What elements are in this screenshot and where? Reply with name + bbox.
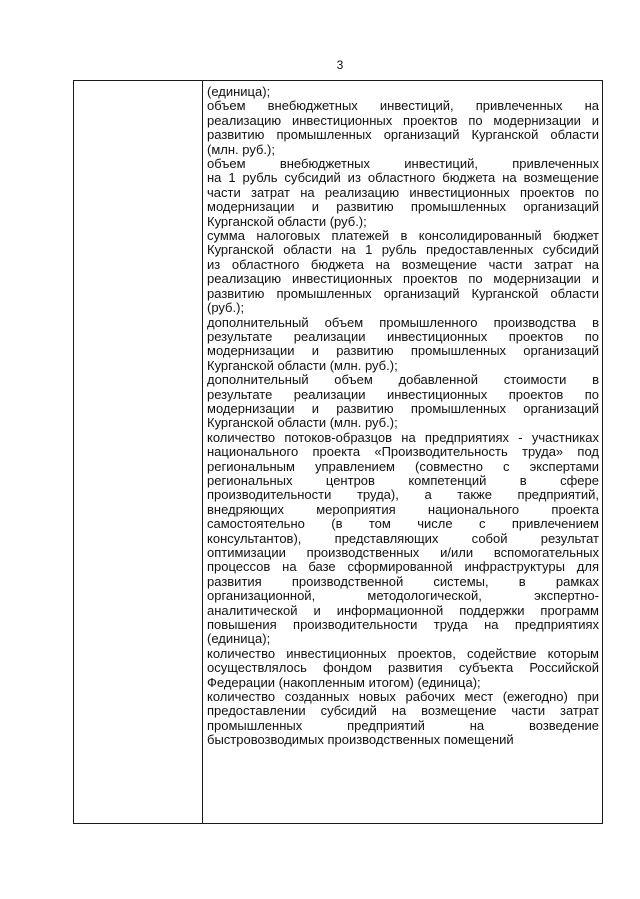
text-line: из областного бюджета на возмещение части затрат на xyxy=(207,256,599,272)
text-line: количество потоков-образцов на предприятиях - участниках xyxy=(207,429,599,445)
indicators-text-cell xyxy=(207,85,599,748)
text-line: осуществлялось фондом развития субъекта Российской xyxy=(207,660,599,676)
text-line: реализацию инвестиционных проектов по модернизации и xyxy=(207,271,599,287)
text-line: объем внебюджетных инвестиций, привлеченных на xyxy=(207,98,599,114)
page-number: 3 xyxy=(336,58,344,72)
text-line: на 1 рубль субсидий из областного бюджета на возмещение xyxy=(207,170,599,186)
indicator-paragraph xyxy=(207,229,599,315)
text-line: Курганской области (руб.); xyxy=(207,213,367,229)
text-line: промышленных предприятий на возведение xyxy=(207,717,599,733)
text-line: развитию промышленных организаций Курганской области xyxy=(207,127,599,143)
text-line: модернизации и развитию промышленных организаций xyxy=(207,343,599,359)
column-divider xyxy=(202,81,203,823)
text-line: сумма налоговых платежей в консолидированный бюджет xyxy=(207,228,599,244)
text-line: (млн. руб.); xyxy=(207,141,275,157)
indicator-paragraph xyxy=(207,431,599,647)
text-line: (единица); xyxy=(207,631,271,647)
text-line: модернизации и развитию промышленных организаций xyxy=(207,400,599,416)
text-line: дополнительный объем добавленной стоимости в xyxy=(207,372,599,388)
text-line: результате реализации инвестиционных проектов по xyxy=(207,386,599,402)
text-line: развитию промышленных организаций Курганской области xyxy=(207,285,599,301)
text-line: производительности труда), а также предприятий, xyxy=(207,487,599,503)
left-column-cell xyxy=(74,81,202,823)
text-line: Курганской области (млн. руб.); xyxy=(207,415,398,431)
text-line: организационной, методологической, экспертно- xyxy=(207,588,599,604)
indicator-paragraph xyxy=(207,647,599,690)
indicator-paragraph xyxy=(207,316,599,374)
text-line: Курганской области (млн. руб.); xyxy=(207,357,398,373)
indicator-paragraph xyxy=(207,690,599,748)
indicator-paragraph xyxy=(207,157,599,229)
text-line: национального проекта «Производительность труда» под xyxy=(207,444,599,460)
text-line: объем внебюджетных инвестиций, привлеченных xyxy=(207,156,599,172)
text-line: модернизации и развитию промышленных организаций xyxy=(207,199,599,215)
text-line: (единица); xyxy=(207,84,271,99)
text-line: количество созданных новых рабочих мест (ежегодно) при xyxy=(207,689,599,705)
text-line: быстровозводимых производственных помещений xyxy=(207,732,514,748)
text-line: количество инвестиционных проектов, содействие которым xyxy=(207,645,599,661)
text-line: самостоятельно (в том числе с привлечением xyxy=(207,516,599,532)
indicator-paragraph xyxy=(207,373,599,431)
text-line: предоставлении субсидий на возмещение части затрат xyxy=(207,703,599,719)
text-line: (руб.); xyxy=(207,300,245,316)
text-line: региональным управлением (совместно с экспертами xyxy=(207,458,599,474)
text-line: оптимизации производственных и/или вспомогательных xyxy=(207,545,599,560)
text-line: дополнительный объем промышленного производства в xyxy=(207,314,599,330)
text-line: развития производственной системы, в рамках xyxy=(207,573,599,589)
text-line: повышения производительности труда на предприятиях xyxy=(207,617,599,633)
text-line: Федерации (накопленным итогом) (единица); xyxy=(207,674,481,690)
indicators-table xyxy=(73,80,603,824)
text-line: части затрат на реализацию инвестиционных проектов по xyxy=(207,184,599,200)
indicator-paragraph xyxy=(207,99,599,157)
text-line: аналитической и информационной поддержки программ xyxy=(207,602,599,618)
indicator-paragraph xyxy=(207,85,599,99)
text-line: результате реализации инвестиционных проектов по xyxy=(207,328,599,344)
text-line: процессов на базе сформированной инфраструктуры для xyxy=(207,559,599,575)
text-line: консультантов), представляющих собой результат xyxy=(207,530,599,546)
text-line: внедряющих мероприятия национального проекта xyxy=(207,501,599,517)
text-line: региональных центров компетенций в сфере xyxy=(207,472,599,488)
text-line: Курганской области на 1 рубль предоставленных субсидий xyxy=(207,242,599,258)
text-line: реализацию инвестиционных проектов по модернизации и xyxy=(207,112,599,128)
